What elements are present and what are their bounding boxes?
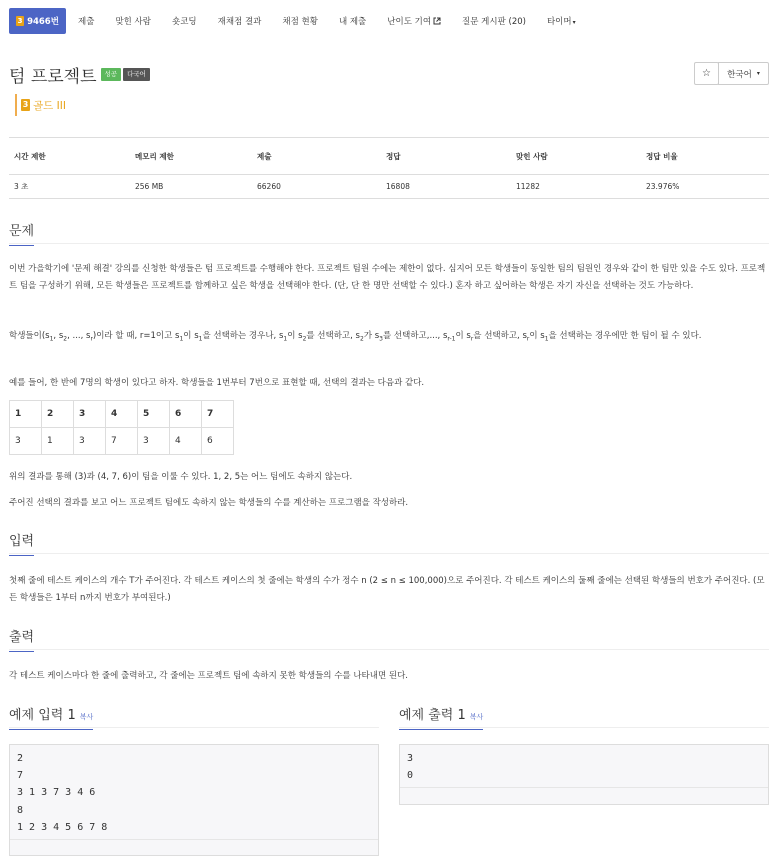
stat-value: 16808	[386, 182, 410, 191]
text-fragment: 이 s	[183, 331, 199, 341]
text-fragment: 이 s	[455, 331, 471, 341]
sample-line: 3	[407, 753, 414, 764]
table-cell: 1	[42, 428, 74, 455]
nav-submit[interactable]: 제출	[78, 17, 95, 27]
stat-header: 정답	[386, 151, 401, 161]
sample-line: 3 1 3 7 3 4 6	[17, 787, 96, 799]
nav-qna[interactable]: 질문 게시판 (20)	[462, 17, 526, 27]
problem-paragraph-5: 주어진 선택의 결과를 보고 어느 프로젝트 팀에도 속하지 않는 학생들의 수를 계산하는 프로그램을 작성하라.	[9, 498, 409, 508]
input-heading: 입력	[9, 530, 34, 556]
sample-line: 0	[407, 770, 414, 782]
sample-line: 1 2 3 4 5 6 7 8	[17, 821, 108, 833]
text-fragment: 을 선택하고, s	[473, 331, 527, 341]
multilang-label: 다국어	[123, 68, 150, 81]
sample-output-heading	[399, 704, 483, 730]
subscript: r	[526, 335, 530, 343]
text-fragment: 이 s	[529, 331, 545, 341]
subscript: 3	[379, 335, 383, 343]
subscript: 1	[49, 335, 54, 343]
sample-line: 2	[17, 753, 24, 764]
text-fragment: 학생들이(s	[9, 331, 50, 341]
problem-number-tab[interactable]	[9, 8, 66, 34]
problem-paragraph-2	[9, 328, 769, 348]
tier-indicator	[15, 94, 66, 116]
output-description: 각 테스트 케이스마다 한 줄에 출력하고, 각 줄에는 프로젝트 팀에 속하지 못한 학생들의 수를 나타내면 된다.	[9, 671, 409, 681]
nav-short-coding[interactable]: 숏코딩	[171, 17, 197, 27]
problem-paragraph-4: 위의 결과를 통해 (3)과 (4, 7, 6)이 팀을 이룰 수 있다. 1, 2, 5는 어느 팀에도 속하지 않는다.	[9, 472, 353, 482]
stat-value: 3 초	[14, 182, 29, 191]
caret-down-icon: ▾	[572, 19, 576, 26]
external-link-icon	[433, 17, 441, 25]
table-cell: 2	[42, 401, 74, 428]
stats-value-row	[9, 175, 769, 199]
text-fragment: 를 선택하고, s	[306, 331, 360, 341]
table-cell: 7	[202, 401, 234, 428]
section-divider	[9, 243, 769, 244]
stat-value: 256 MB	[135, 182, 164, 191]
text-fragment: )이라 할 때, r=1이고 s	[92, 331, 180, 341]
section-divider	[9, 553, 769, 554]
table-cell: 3	[10, 428, 42, 455]
text-fragment: , s	[53, 331, 64, 341]
text-fragment: 을 선택하는 경우나, s	[202, 331, 284, 341]
subscript: r	[470, 335, 474, 343]
example-selection-table	[9, 400, 234, 455]
table-cell: 3	[74, 401, 106, 428]
stat-header: 정답 비율	[646, 151, 678, 161]
problem-stats-table	[9, 137, 769, 199]
text-fragment: 이 s	[287, 331, 303, 341]
horizontal-scrollbar[interactable]	[400, 787, 768, 801]
horizontal-scrollbar[interactable]	[10, 839, 378, 853]
table-header-row	[10, 401, 234, 428]
problem-paragraph-1: 이번 가을학기에 '문제 해결' 강의를 신청한 학생들은 텀 프로젝트를 수행해야 한다. 프로젝트 팀원 수에는 제한이 없다. 심지어 모든 학생들이 동일한 팀의 팀원인 경우와 같이 한 팀만 있을 수도 있다. 프로젝트 팀을 구성하기 위해, 모든 학생들은 프로젝트를 함께하고 싶은 학생을 선택해야 한다. (단, 단 한 명만 선택할 수 있다.) 혼자 하고 싶어하는 학생은 자기 자신을 선택하는 것도 가능하다.	[9, 264, 766, 291]
sample-output-box[interactable]	[399, 744, 769, 805]
caret-down-icon: ▾	[756, 70, 760, 77]
nav-difficulty[interactable]	[387, 15, 441, 27]
copy-input-link[interactable]: 복사	[79, 713, 94, 721]
stat-header: 맞힌 사람	[516, 151, 548, 161]
language-label: 한국어	[727, 69, 752, 80]
problem-title: 텀 프로젝트	[9, 67, 97, 87]
sample-input-heading	[9, 704, 93, 730]
table-cell: 4	[170, 428, 202, 455]
table-cell: 3	[138, 428, 170, 455]
sample-input-title: 예제 입력 1	[9, 708, 76, 723]
language-dropdown[interactable]	[718, 62, 769, 85]
sample-line: 7	[17, 770, 24, 782]
table-cell: 3	[74, 428, 106, 455]
subscript: 2	[63, 335, 68, 343]
subscript: r-1	[447, 335, 456, 343]
subscript: 1	[198, 335, 203, 343]
nav-my-submissions[interactable]: 내 제출	[338, 17, 367, 27]
stats-header-row	[9, 138, 769, 175]
stat-value: 66260	[257, 182, 281, 191]
stat-header: 제출	[257, 151, 272, 161]
stat-header: 시간 제한	[14, 151, 46, 161]
subscript: 1	[544, 335, 549, 343]
copy-output-link[interactable]: 복사	[469, 713, 484, 721]
sample-input-box[interactable]	[9, 744, 379, 856]
table-cell: 6	[170, 401, 202, 428]
output-heading: 출력	[9, 626, 34, 652]
tier-name: 골드 III	[33, 99, 66, 112]
subscript: 2	[302, 335, 307, 343]
problem-number: 9466번	[27, 17, 59, 27]
nav-timer-label: 타이머	[546, 17, 572, 27]
subscript: 1	[179, 335, 184, 343]
sample-output-title: 예제 출력 1	[399, 708, 466, 723]
table-cell: 4	[106, 401, 138, 428]
stat-header: 메모리 제한	[135, 151, 174, 161]
section-divider	[9, 649, 769, 650]
table-cell: 6	[202, 428, 234, 455]
tier-badge-icon: 3	[22, 100, 29, 109]
stat-value: 23.976%	[646, 182, 680, 191]
sample-line: 8	[17, 804, 24, 816]
star-button[interactable]	[694, 62, 719, 85]
nav-timer[interactable]	[547, 15, 576, 27]
text-fragment: 를 선택하고,..., s	[382, 331, 448, 341]
table-row	[10, 428, 234, 455]
table-cell: 5	[138, 401, 170, 428]
table-cell: 7	[106, 428, 138, 455]
problem-heading: 문제	[9, 220, 34, 246]
input-description: 첫째 줄에 테스트 케이스의 개수 T가 주어진다. 각 테스트 케이스의 첫 줄에는 학생의 수가 정수 n (2 ≤ n ≤ 100,000)으로 주어진다. 각 테스트 케이스의 둘째 줄에는 선택된 학생들의 번호가 주어진다. (모든 학생들은 1부터 n까지 번호가 부여된다.)	[9, 576, 765, 603]
text-fragment: , ..., s	[67, 331, 91, 341]
subscript: 1	[283, 335, 288, 343]
nav-status[interactable]: 채점 현황	[282, 17, 318, 27]
nav-rejudge[interactable]: 재채점 결과	[217, 17, 262, 27]
success-label: 성공	[101, 68, 122, 81]
table-cell: 1	[10, 401, 42, 428]
nav-difficulty-label: 난이도 기여	[387, 17, 432, 27]
tier-icon: 3	[17, 17, 23, 25]
text-fragment: 가 s	[363, 331, 380, 341]
text-fragment: 을 선택하는 경우에만 한 팀이 될 수 있다.	[548, 331, 702, 341]
top-nav	[9, 8, 775, 34]
star-icon: ☆	[702, 68, 711, 79]
problem-paragraph-3: 예를 들어, 한 반에 7명의 학생이 있다고 하자. 학생들을 1번부터 7번으로 표현할 때, 선택의 결과는 다음과 같다.	[9, 378, 425, 388]
subscript: r	[90, 335, 93, 343]
stat-value: 11282	[516, 182, 540, 191]
problem-title-row	[9, 62, 150, 87]
nav-solvers[interactable]: 맞힌 사람	[115, 17, 151, 27]
subscript: 2	[359, 335, 364, 343]
